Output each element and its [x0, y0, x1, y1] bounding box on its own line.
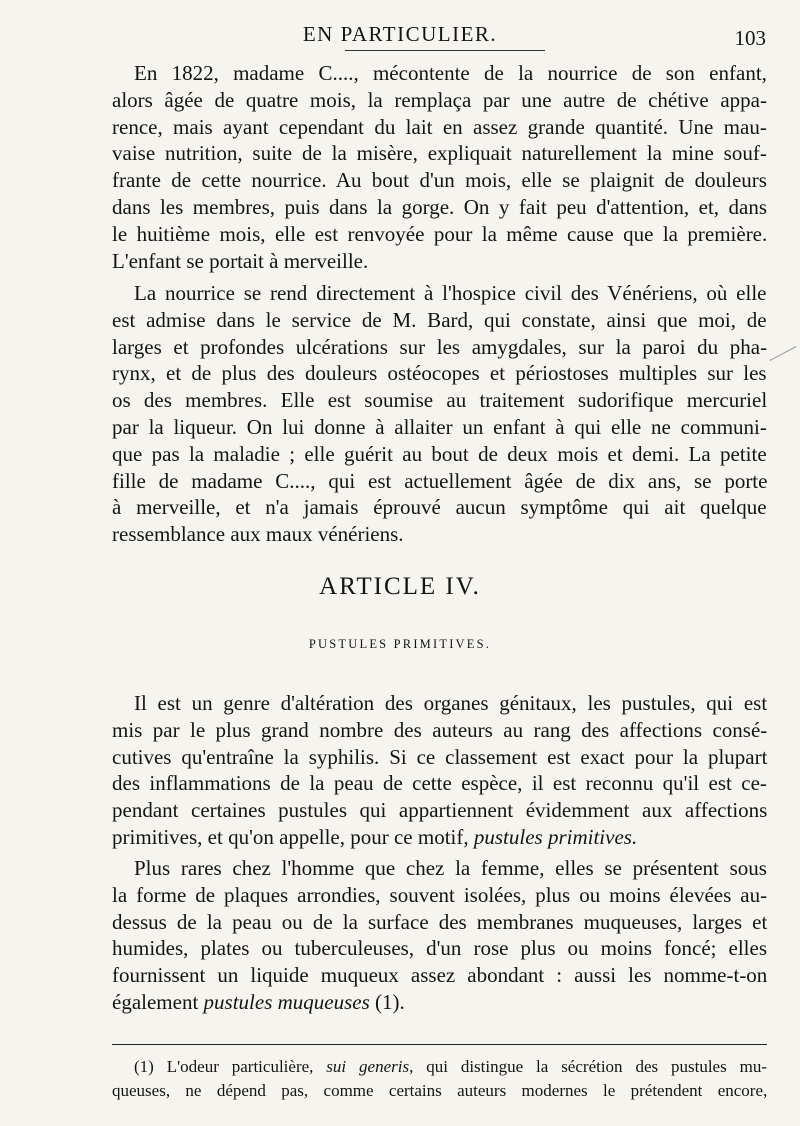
- italic-term: sui generis: [326, 1057, 410, 1076]
- paragraph-1: [112, 60, 767, 274]
- page-number: 103: [734, 26, 766, 50]
- paragraph-line: rence, mais ayant cependant du lait en assez grande quantité. Une mau-: [112, 114, 767, 139]
- running-head-rule: [345, 50, 545, 51]
- paragraph-line: larges et profondes ulcérations sur les amygdales, sur la paroi du pha-: [112, 334, 768, 359]
- italic-term: pustules primitives.: [473, 824, 638, 849]
- paragraph-line: à merveille, et n'a jamais éprouvé aucun symptôme qui ait quelque: [112, 495, 767, 520]
- paragraph-line: ressemblance aux maux vénériens.: [112, 522, 404, 547]
- text-run: primitives, et qu'on appelle, pour ce motif,: [112, 824, 474, 849]
- paragraph-line: [112, 989, 767, 1016]
- paragraph-line: mis par le plus grand nombre des auteurs au rang des affections consé-: [112, 717, 768, 742]
- footnote: [112, 1055, 767, 1103]
- paragraph-line: pendant certaines pustules qui appartiennent évidemment aux affections: [112, 798, 768, 823]
- paragraph-line: alors âgée de quatre mois, la remplaça par une autre de chétive appa-: [112, 87, 767, 112]
- paragraph-line: [112, 824, 767, 851]
- paragraph-line: humides, plates ou tuberculeuses, d'un rose plus ou moins foncé; elles: [112, 936, 768, 961]
- footnote-rule: [112, 1044, 767, 1045]
- paragraph-line: la forme de plaques arrondies, souvent isolées, plus ou moins élevées au-: [112, 882, 768, 907]
- text-run: , qui distingue la sécrétion des pustules mu-: [409, 1057, 767, 1076]
- paragraph-line: par la liqueur. On lui donne à allaiter un enfant à qui elle ne communi-: [112, 414, 767, 439]
- paragraph-line: frante de cette nourrice. Au bout d'un mois, elle se plaignit de douleurs: [112, 168, 767, 193]
- paragraph-4: [112, 855, 767, 1016]
- paragraph-line: rynx, et de plus des douleurs ostéocopes et périostoses multiples sur les: [112, 361, 767, 386]
- paragraph-line: fournissent un liquide muqueux assez abondant : aussi les nomme-t-on: [112, 963, 768, 988]
- paragraph-line: que pas la maladie ; elle guérit au bout de deux mois et demi. La petite: [112, 441, 767, 466]
- paragraph-line: dans les membres, puis dans la gorge. On y fait peu d'attention, et, dans: [112, 194, 768, 219]
- paragraph-line: La nourrice se rend directement à l'hospice civil des Vénériens, où elle: [134, 281, 767, 305]
- section-heading: PUSTULES PRIMITIVES.: [308, 637, 492, 651]
- paragraph-line: os des membres. Elle est soumise au traitement sudorifique mercuriel: [112, 388, 768, 413]
- paragraph-line: En 1822, madame C...., mécontente de la nourrice de son enfant,: [134, 61, 767, 85]
- running-head: [0, 22, 800, 52]
- paragraph-line: L'enfant se portait à merveille.: [112, 248, 369, 273]
- running-title: EN PARTICULIER.: [302, 22, 498, 46]
- paragraph-line: Plus rares chez l'homme que chez la femme, elles se présentent sous: [134, 856, 767, 880]
- article-heading: ARTICLE IV.: [319, 573, 481, 600]
- footnote-ref: (1).: [369, 989, 405, 1014]
- paragraph-line: fille de madame C...., qui est actuellement âgée de dix ans, se porte: [112, 468, 768, 493]
- paragraph-line: dessus de la peau ou de la surface des membranes muqueuses, larges et: [112, 909, 768, 934]
- paragraph-line: des inflammations de la peau de cette espèce, il est reconnu qu'il est ce-: [112, 771, 767, 796]
- paragraph-line: Il est un genre d'altération des organes génitaux, les pustules, qui est: [134, 691, 768, 715]
- footnote-line: queuses, ne dépend pas, comme certains auteurs modernes le prétendent encore,: [112, 1081, 768, 1100]
- paragraph-line: est admise dans le service de M. Bard, qui constate, ainsi que moi, de: [112, 307, 767, 332]
- text-run: (1) L'odeur particulière,: [134, 1057, 327, 1076]
- paragraph-line: cutives qu'entraîne la syphilis. Si ce classement est exact pour la plupart: [112, 744, 768, 769]
- text-run: également: [112, 989, 204, 1014]
- paragraph-3: [112, 690, 767, 851]
- italic-term: pustules muqueuses: [203, 989, 370, 1014]
- margin-mark: [770, 346, 797, 361]
- paragraph-line: vaise nutrition, suite de la misère, expliquait naturellement la mine souf-: [112, 141, 767, 166]
- paragraph-2: [112, 280, 767, 548]
- paragraph-line: le huitième mois, elle est renvoyée pour la même cause que la première.: [112, 221, 768, 246]
- footnote-line: [112, 1055, 767, 1079]
